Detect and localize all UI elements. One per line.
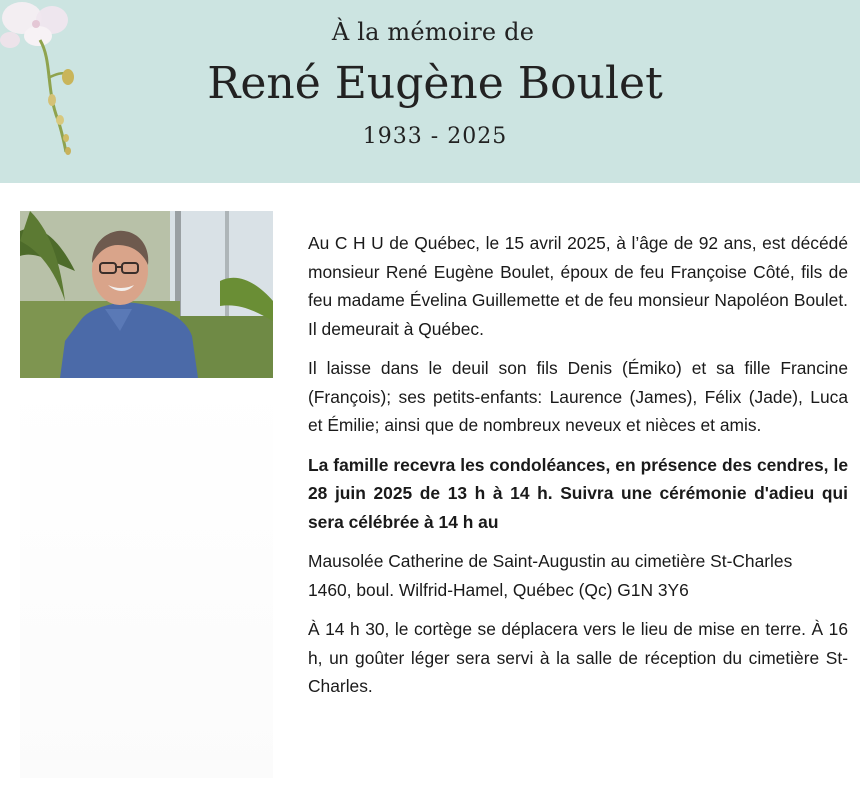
- address-place: Mausolée Catherine de Saint-Augustin au cimetière St-Charles: [308, 551, 793, 571]
- obituary-address: [308, 547, 848, 604]
- portrait-photo: [20, 211, 273, 378]
- obituary-text: [308, 229, 848, 712]
- header-intro: À la mémoire de: [331, 18, 535, 46]
- obituary-paragraph-family: Il laisse dans le deuil son fils Denis (Émiko) et sa fille Francine (François); ses petits-enfants: Laurence (James), Félix (Jade), Luca et Émilie; ainsi que de nombreux neveux et nièces et amis.: [308, 358, 848, 435]
- photo-caption-area: [20, 378, 273, 778]
- obituary-paragraph-condolences: La famille recevra les condoléances, en présence des cendres, le 28 juin 2025 de 13 h à 14 h. Suivra une cérémonie d'adieu qui sera célébrée à 14 h au: [308, 454, 848, 532]
- deceased-name: René Eugène Boulet: [207, 58, 663, 109]
- life-years: 1933 - 2025: [362, 124, 508, 149]
- obituary-paragraph-burial: À 14 h 30, le cortège se déplacera vers le lieu de mise en terre. À 16 h, un goûter léger sera servi à la salle de réception du cimetière St-Charles.: [308, 619, 848, 696]
- obituary-paragraph-death: Au C H U de Québec, le 15 avril 2025, à l’âge de 92 ans, est décédé monsieur René Eugène Boulet, époux de feu Françoise Côté, fils de feu madame Évelina Guillemette et de feu monsieur Napoléon Boulet. Il demeurait à Québec.: [308, 233, 848, 339]
- memorial-header: [0, 0, 860, 183]
- address-street: 1460, boul. Wilfrid-Hamel, Québec (Qc) G1N 3Y6: [308, 579, 689, 600]
